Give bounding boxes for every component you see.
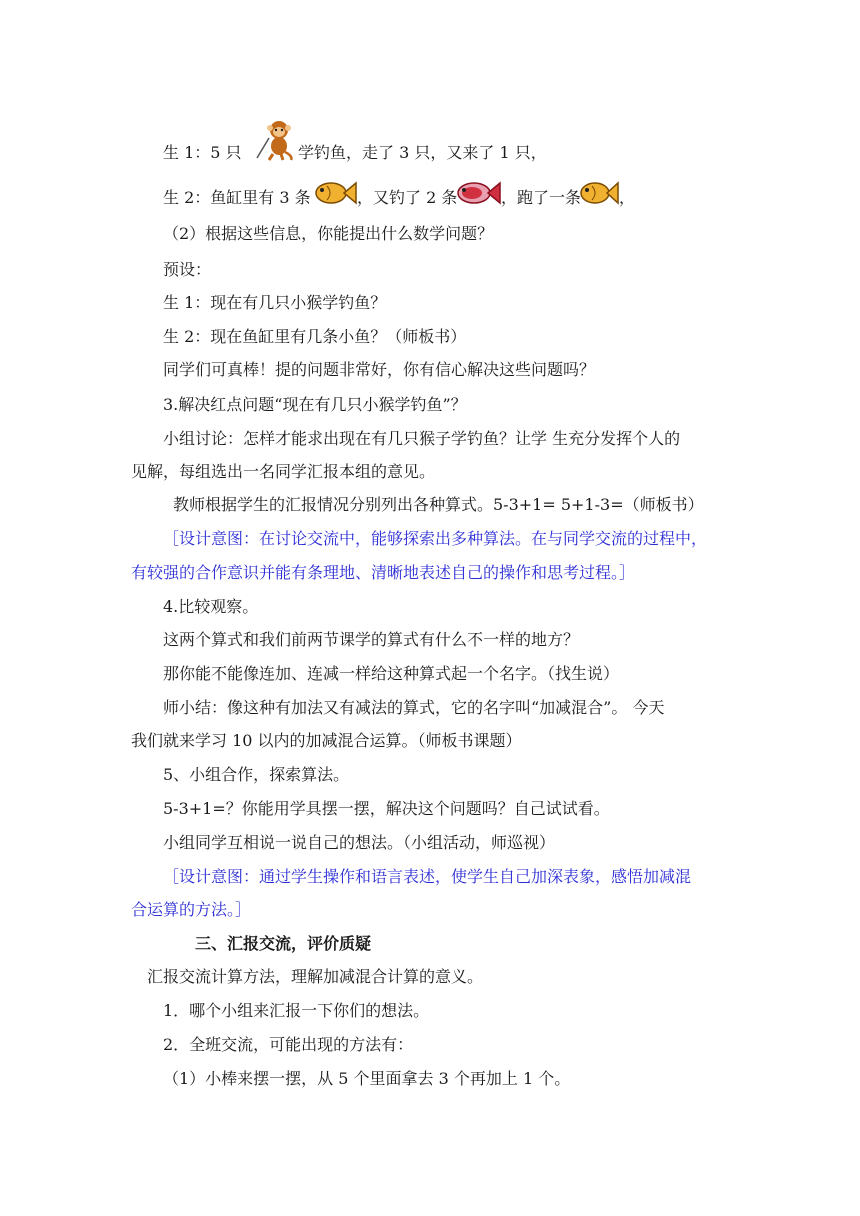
monkey-icon <box>251 116 297 162</box>
section-heading: 3.解决红点问题“现在有几只小猴学钓鱼”？ <box>163 395 467 414</box>
text-line: 预设： <box>163 260 212 279</box>
text-line: 2．全班交流，可能出现的方法有： <box>163 1035 414 1054</box>
design-intent-note: ［设计意图：通过学生操作和语言表述，使学生自己加深表象，感悟加减混 <box>163 867 692 886</box>
text-line: ，跑了一条 <box>501 188 582 207</box>
design-intent-note: 合运算的方法。］ <box>131 900 252 919</box>
text-line: 我们就来学习 10 以内的加减混合运算。（师板书课题） <box>131 731 522 750</box>
text-line: ， <box>619 188 636 207</box>
text-line: 小组同学互相说一说自己的想法。（小组活动，师巡视） <box>163 833 556 852</box>
text-line: 同学们可真棒！提的问题非常好，你有信心解决这些问题吗？ <box>163 360 596 379</box>
yellow-fish-icon <box>313 178 357 208</box>
text-line: 师小结：像这种有加法又有减法的算式，它的名字叫“加减混合”。 今天 <box>163 698 665 717</box>
text-line: （2）根据这些信息，你能提出什么数学问题？ <box>163 224 494 243</box>
text-line: 见解，每组选出一名同学汇报本组的意见。 <box>131 462 436 481</box>
text-line: 小组讨论：怎样才能求出现在有几只猴子学钓鱼？让学 生充分发挥个人的 <box>163 429 681 448</box>
design-intent-note: ［设计意图：在讨论交流中，能够探索出多种算法。在与同学交流的过程中， <box>163 529 708 548</box>
text-line: （1）小棒来摆一摆，从 5 个里面拿去 3 个再加上 1 个。 <box>163 1069 571 1088</box>
text-line: 1．哪个小组来汇报一下你们的想法。 <box>163 1001 430 1020</box>
design-intent-note: 有较强的合作意识并能有条理地、清晰地表述自己的操作和思考过程。］ <box>131 563 636 582</box>
text-line: 5-3+1=？你能用学具摆一摆，解决这个问题吗？自己试试看。 <box>163 799 610 818</box>
text-line: 生 1：5 只 <box>163 143 242 162</box>
section-heading: 5、小组合作，探索算法。 <box>163 765 350 784</box>
red-fish-icon <box>455 178 501 208</box>
text-line: ，又钓了 2 条 <box>357 188 458 207</box>
text-line: 生 2：现在鱼缸里有几条小鱼？（师板书） <box>163 327 467 346</box>
text-line: 生 1：现在有几只小猴学钓鱼？ <box>163 293 387 312</box>
text-line: 那你能不能像连加、连减一样给这种算式起一个名字。（找生说） <box>163 664 620 683</box>
section-heading: 4.比较观察。 <box>163 597 259 616</box>
text-line: 教师根据学生的汇报情况分别列出各种算式。5-3+1= 5+1-3=（师板书） <box>173 495 704 514</box>
text-line: 这两个算式和我们前两节课学的算式有什么不一样的地方？ <box>163 630 580 649</box>
text-line: 学钓鱼，走了 3 只，又来了 1 只， <box>298 143 547 162</box>
yellow-fish-icon <box>579 178 619 208</box>
text-line: 汇报交流计算方法，理解加减混合计算的意义。 <box>147 967 484 986</box>
section-title: 三、汇报交流，评价质疑 <box>195 934 372 953</box>
text-line: 生 2：鱼缸里有 3 条 <box>163 188 311 207</box>
